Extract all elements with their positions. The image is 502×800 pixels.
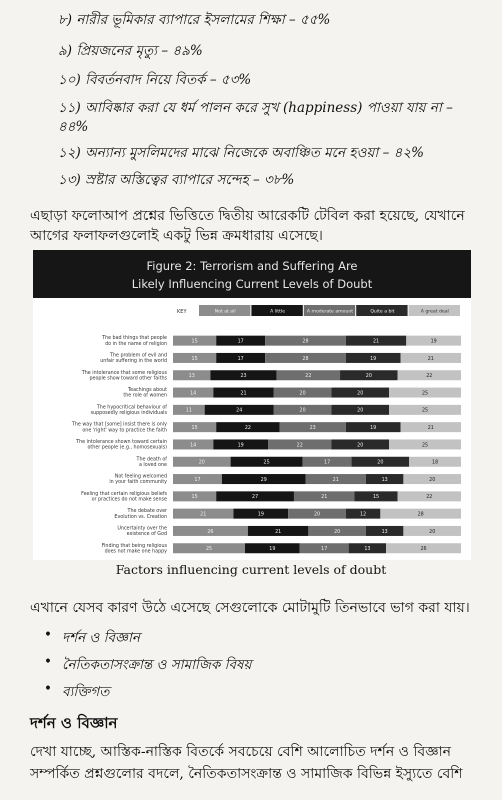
data-label: 13 <box>188 374 195 380</box>
data-label: 13 <box>381 529 388 535</box>
list-item-11-continuation: ৪৪% <box>58 119 89 135</box>
legend-title: KEY <box>177 309 187 315</box>
intro-line-1: এছাড়া ফলোআপ প্রশ্নের ভিত্তিতে দ্বিতীয় আরেকটি টেবিল করা হয়েছে, যেখানে <box>30 208 465 224</box>
category-label: The intolerance shown toward certain <box>76 439 167 445</box>
legend-label: Quite a bit <box>370 309 395 315</box>
category-label: The way that [some] insist there is only <box>71 422 167 428</box>
data-label: 21 <box>240 391 247 397</box>
category-label: do in the name of religion <box>105 341 167 347</box>
data-label: 19 <box>370 425 377 431</box>
data-label: 22 <box>244 425 251 431</box>
category-label: The intolerance that some religious <box>81 370 167 376</box>
data-label: 14 <box>190 443 197 449</box>
figure <box>33 250 471 560</box>
data-label: 21 <box>332 477 339 483</box>
data-label: 25 <box>421 443 429 449</box>
data-label: 29 <box>260 477 267 483</box>
data-label: 12 <box>360 512 367 518</box>
category-label: Uncertainty over the <box>117 526 167 532</box>
list-item-11: ১১) আবিষ্কার করা যে ধর্ম পালন করে সুখ (happiness) পাওয়া যায় না – <box>58 100 453 116</box>
category-label: Teachings about <box>128 388 167 394</box>
category-label: The bad things that people <box>102 336 167 342</box>
legend-label: A little <box>270 309 286 315</box>
data-label: 22 <box>296 443 303 449</box>
list-item-10: ১০) বিবর্তনবাদ নিয়ে বিতর্ক – ৫৩% <box>58 72 252 88</box>
category-label: Not feeling welcomed <box>114 474 167 480</box>
data-label: 19 <box>430 339 437 345</box>
data-label: 20 <box>365 374 372 380</box>
category-label: does not make one happy <box>104 549 167 555</box>
category-label: supposedly religious individuals <box>90 410 167 416</box>
data-label: 19 <box>370 356 377 362</box>
data-label: 24 <box>236 408 243 414</box>
bullet-dot: • <box>44 627 52 643</box>
category-label: one 'right' way to practice the faith <box>82 428 167 434</box>
data-label: 23 <box>240 374 247 380</box>
data-label: 20 <box>429 529 436 535</box>
closing-line-2: সম্পর্কিত প্রশ্নগুলোর বদলে, নৈতিকতাসংক্রান্ত ও সামাজিক বিভিন্ন ইস্যুতে বেশি <box>30 766 463 782</box>
bullet-label: ব্যক্তিগত <box>62 684 110 700</box>
bullet-item-ethics-social <box>44 654 252 677</box>
data-label: 13 <box>364 547 371 553</box>
category-label: unfair suffering in the world <box>100 359 167 365</box>
data-label: 20 <box>313 512 321 518</box>
data-label: 20 <box>357 391 364 397</box>
data-label: 26 <box>420 547 427 553</box>
figure-title-line-2: Likely Influencing Current Levels of Doubt <box>131 277 373 291</box>
data-label: 21 <box>200 512 207 518</box>
bullet-item-philosophy-science <box>44 627 140 650</box>
data-label: 15 <box>191 495 198 501</box>
data-label: 17 <box>237 356 244 362</box>
category-label: people show toward other faiths <box>89 376 167 382</box>
data-label: 15 <box>372 495 380 501</box>
intro-line-2: আগের ফলাফলগুলোই একটু ভিন্ন ক্রমধারায় এসেছে। <box>30 228 323 244</box>
bullet-dot: • <box>44 654 52 670</box>
data-label: 22 <box>426 374 433 380</box>
data-label: 19 <box>269 547 276 553</box>
category-label: The hypocritical behaviour of <box>96 405 167 411</box>
data-label: 20 <box>377 460 384 466</box>
section-heading: দর্শন ও বিজ্ঞান <box>30 714 118 732</box>
data-label: 20 <box>429 477 436 483</box>
data-label: 17 <box>324 460 331 466</box>
data-label: 15 <box>191 356 198 362</box>
figure-header <box>33 250 471 298</box>
data-label: 27 <box>252 495 259 501</box>
data-label: 28 <box>302 339 309 345</box>
data-label: 18 <box>432 460 439 466</box>
data-label: 26 <box>207 529 214 535</box>
data-label: 20 <box>357 443 364 449</box>
data-label: 20 <box>299 408 306 414</box>
list-item-9: ৯) প্রিয়জনের মৃত্যু – ৪৯% <box>58 43 203 59</box>
data-label: 17 <box>237 339 244 345</box>
data-label: 20 <box>334 529 341 535</box>
data-label: 14 <box>190 391 197 397</box>
category-label: or practices do not make sense <box>91 497 167 503</box>
data-label: 25 <box>421 408 429 414</box>
data-label: 15 <box>191 339 198 345</box>
data-label: 23 <box>309 425 316 431</box>
list-item-13: ১৩) স্রষ্টার অস্তিত্বের ব্যাপারে সন্দেহ – ৩৮% <box>58 172 295 188</box>
category-label: Finding that being religious <box>101 543 167 549</box>
data-label: 13 <box>381 477 388 483</box>
legend-label: A great deal <box>420 309 449 315</box>
list-item-8: ৮) নারীর ভূমিকার ব্যাপারে ইসলামের শিক্ষা – ৫৫% <box>58 12 331 28</box>
category-label: other people (e.g., homosexuals) <box>87 445 167 451</box>
data-label: 21 <box>427 356 434 362</box>
category-label: the role of women <box>123 393 167 399</box>
data-label: 19 <box>257 512 264 518</box>
summary-paragraph: এখানে যেসব কারণ উঠে এসেছে সেগুলোকে মোটামুটি তিনভাবে ভাগ করা যায়। <box>30 600 470 616</box>
data-label: 15 <box>191 425 198 431</box>
data-label: 17 <box>194 477 201 483</box>
data-label: 28 <box>302 356 309 362</box>
category-label: in your faith community <box>109 480 167 486</box>
closing-line-1: দেখা যাচ্ছে, আস্তিক-নাস্তিক বিতর্কে সবচেয়ে বেশি আলোচিত দর্শন ও বিজ্ঞান <box>30 744 452 760</box>
category-label: The debate over <box>127 509 167 515</box>
data-label: 20 <box>357 408 364 414</box>
category-label: existence of God <box>126 532 167 538</box>
figure-title-line-1: Figure 2: Terrorism and Suffering Are <box>146 259 358 273</box>
bullet-label: দর্শন ও বিজ্ঞান <box>62 630 140 646</box>
stacked-bar-chart <box>33 298 471 560</box>
category-label: Feeling that certain religious beliefs <box>81 491 167 497</box>
figure-caption: Factors influencing current levels of doubt <box>115 562 387 577</box>
data-label: 21 <box>321 495 328 501</box>
data-label: 11 <box>185 408 192 414</box>
data-label: 21 <box>372 339 380 345</box>
bullet-dot: • <box>44 681 52 697</box>
category-label: a loved one <box>138 462 167 468</box>
data-label: 25 <box>205 547 213 553</box>
data-label: 22 <box>426 495 433 501</box>
bullet-item-personal <box>44 681 110 704</box>
data-label: 22 <box>305 374 312 380</box>
data-label: 25 <box>263 460 270 466</box>
list-item-12: ১২) অন্যান্য মুসলিমদের মাঝে নিজেকে অবাঞ্চিত মনে হওয়া – ৪২% <box>58 145 424 161</box>
category-label: The death of <box>136 457 167 463</box>
category-label: The problem of evil and <box>110 353 167 359</box>
data-label: 25 <box>421 391 429 397</box>
data-label: 28 <box>417 512 424 518</box>
bullet-label: নৈতিকতাসংক্রান্ত ও সামাজিক বিষয় <box>62 657 252 673</box>
data-label: 17 <box>321 547 328 553</box>
legend-label: Not at all <box>214 309 236 315</box>
data-label: 20 <box>299 391 306 397</box>
legend-label: A moderate amount <box>306 309 354 315</box>
data-label: 19 <box>237 443 244 449</box>
category-label: Evolution vs. Creation <box>114 514 167 520</box>
data-label: 20 <box>198 460 205 466</box>
data-label: 21 <box>275 529 282 535</box>
data-label: 21 <box>427 425 434 431</box>
